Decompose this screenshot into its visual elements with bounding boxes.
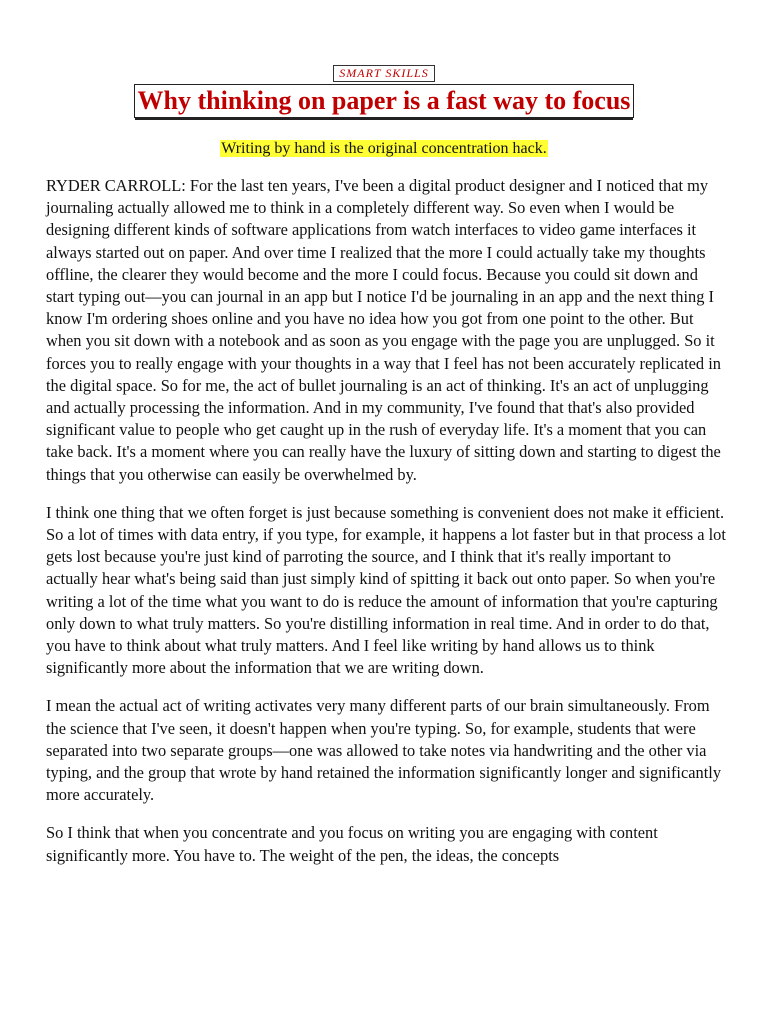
article-subtitle: Writing by hand is the original concentration hack. bbox=[221, 140, 547, 157]
body-paragraph: I think one thing that we often forget is just because something is convenient does not make it efficient. So a lot of times with data entry, if you type, for example, it happens a lot faster but in that process a lot gets lost because you're just kind of parroting the source, and I think that it's really important to actually hear what's being said than just simply kind of spitting it back out onto paper. So when you're writing a lot of the time what you want to do is reduce the amount of information that you're capturing only down to what truly matters. So you're distilling information in real time. And in order to do that, you have to think about what truly matters. And I feel like writing by hand allows us to think significantly more about the information that we are writing down. bbox=[46, 502, 726, 678]
section-kicker: SMART SKILLS bbox=[333, 65, 434, 82]
kicker-row bbox=[0, 64, 768, 82]
subtitle-row bbox=[0, 138, 768, 159]
body-paragraph: So I think that when you concentrate and you focus on writing you are engaging with content significantly more. You have to. The weight of the pen, the ideas, the concepts bbox=[46, 823, 658, 865]
article-body bbox=[46, 175, 726, 883]
article-title: Why thinking on paper is a fast way to focus bbox=[134, 84, 635, 118]
body-paragraph: I mean the actual act of writing activates very many different parts of our brain simultaneously. From the science that I've seen, it doesn't happen when you're typing. So, for example, students that were separated into two separate groups—one was allowed to take notes via handwriting and the other via typing, and the group that wrote by hand retained the information significantly longer and significantly more accurately. bbox=[46, 696, 722, 805]
body-paragraph: RYDER CARROLL: For the last ten years, I've been a digital product designer and I noticed that my journaling actually allowed me to think in a completely different way. So even when I would be designing different kinds of software applications from watch interfaces to video game interfaces it always started out on paper. And over time I realized that the more I could actually take my thoughts offline, the clearer they would become and the more I could focus. Because you could sit down and start typing out—you can journal in an app but I notice I'd be journaling in an app and the next thing I know I'm ordering shoes online and you have no idea how you got from one point to the other. But when you sit down with a notebook and as soon as you engage with the page you are unplugged. So it forces you to really engage with your thoughts in a way that I feel has not been accurately replicated in the digital space. So for me, the act of bullet journaling is an act of thinking. It's an act of unplugging and actually processing the information. And in my community, I've found that that's also provided significant value to people who get caught up in the rush of everyday life. It's a moment that you can take back. It's a moment where you can really have the luxury of sitting down and starting to digest the things that you otherwise can easily be overwhelmed by. bbox=[46, 176, 721, 484]
title-row bbox=[0, 84, 768, 118]
